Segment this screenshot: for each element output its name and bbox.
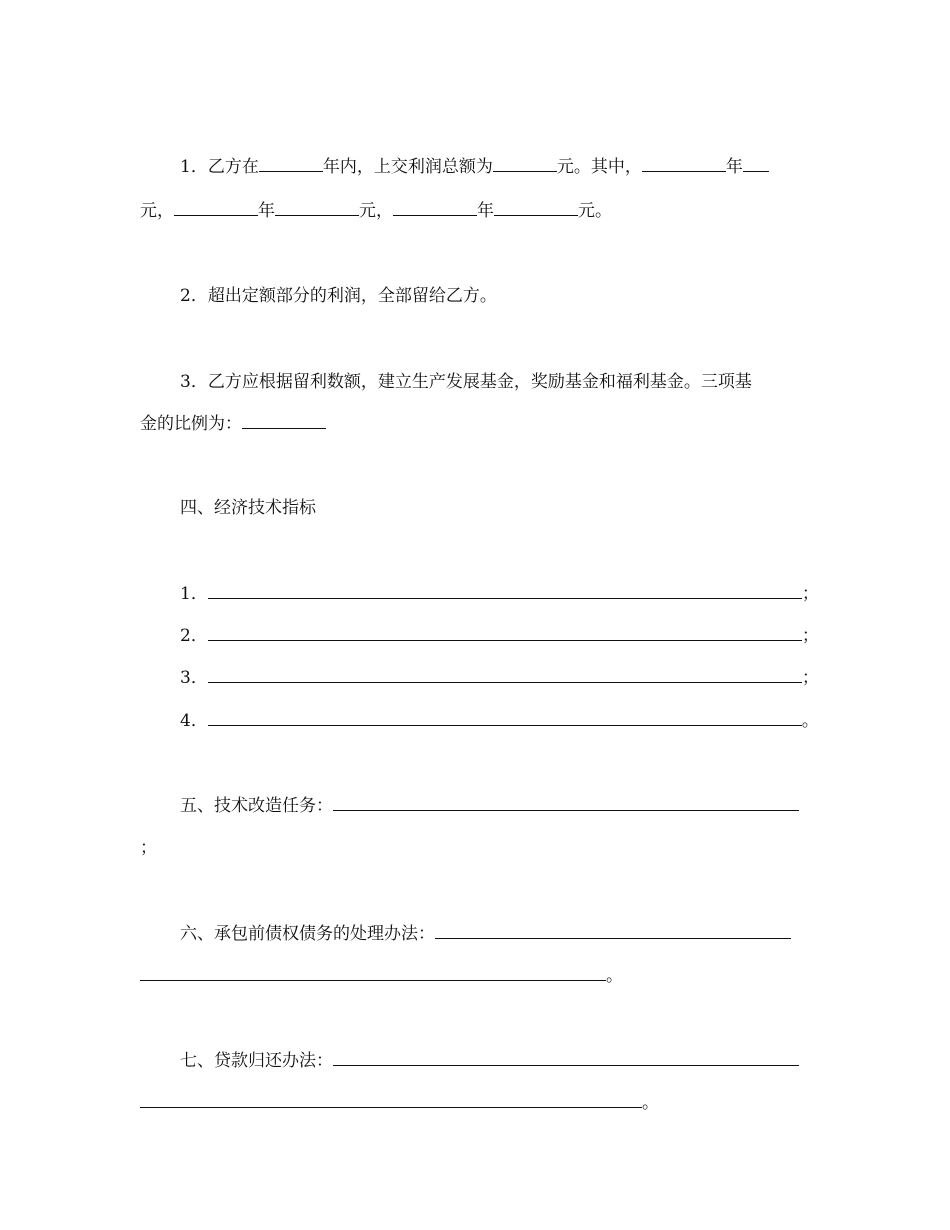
item-number: 1． [180,157,208,177]
amount-3-blank[interactable] [494,201,578,216]
indicator-2-blank[interactable] [208,626,802,641]
indicator-4-blank[interactable] [208,711,802,726]
item-number: 3． [180,668,208,688]
section-6-line-1 [180,924,791,944]
section-5-heading: 五、技术改造任务： [180,796,333,816]
section-4-heading: 四、经济技术指标 [180,498,316,518]
section-7-heading: 七、贷款归还办法： [180,1051,333,1071]
profit-item-3-line-2: 金的比例为： [140,414,326,434]
section-6-line-2: 。 [140,966,623,986]
debt-handling-blank-2[interactable] [140,966,606,981]
indicator-3-blank[interactable] [208,668,802,683]
years-blank[interactable] [259,157,323,172]
indicator-item-1: 1． ； [180,584,819,604]
profit-item-1-line-1: 1．乙方在 年内，上交利润总额为 元。其中， 年 [180,157,769,177]
loan-repayment-blank-1[interactable] [333,1051,799,1066]
profit-item-3-line-1: 3．乙方应根据留利数额，建立生产发展基金，奖励基金和福利基金。三项基 [180,372,752,392]
section-5-line-1 [180,796,799,816]
total-profit-blank[interactable] [493,157,557,172]
loan-repayment-blank-2[interactable] [140,1093,642,1108]
item-number: 4． [180,711,208,731]
item-number: 2． [180,286,208,306]
section-7-line-2: 。 [140,1093,659,1113]
section-7-line-1 [180,1051,799,1071]
profit-item-1-line-2: 元， 年 元， 年 元。 [140,201,612,221]
section-6-heading: 六、承包前债权债务的处理办法： [180,924,435,944]
indicator-1-blank[interactable] [208,584,802,599]
indicator-item-2: 2． ； [180,626,819,646]
item-number: 2． [180,626,208,646]
amount-1-blank[interactable] [743,157,769,172]
year-2-blank[interactable] [174,201,258,216]
fund-ratio-blank[interactable] [242,414,326,429]
amount-2-blank[interactable] [275,201,359,216]
profit-item-2: 2．超出定额部分的利润，全部留给乙方。 [180,286,497,306]
debt-handling-blank-1[interactable] [435,924,791,939]
item-number: 3． [180,372,208,392]
section-5-line-2: ； [140,838,157,858]
tech-renovation-blank[interactable] [333,796,799,811]
indicator-item-4: 4． 。 [180,711,819,731]
year-3-blank[interactable] [393,201,477,216]
indicator-item-3: 3． ； [180,668,819,688]
year-1-blank[interactable] [642,157,726,172]
item-number: 1． [180,584,208,604]
